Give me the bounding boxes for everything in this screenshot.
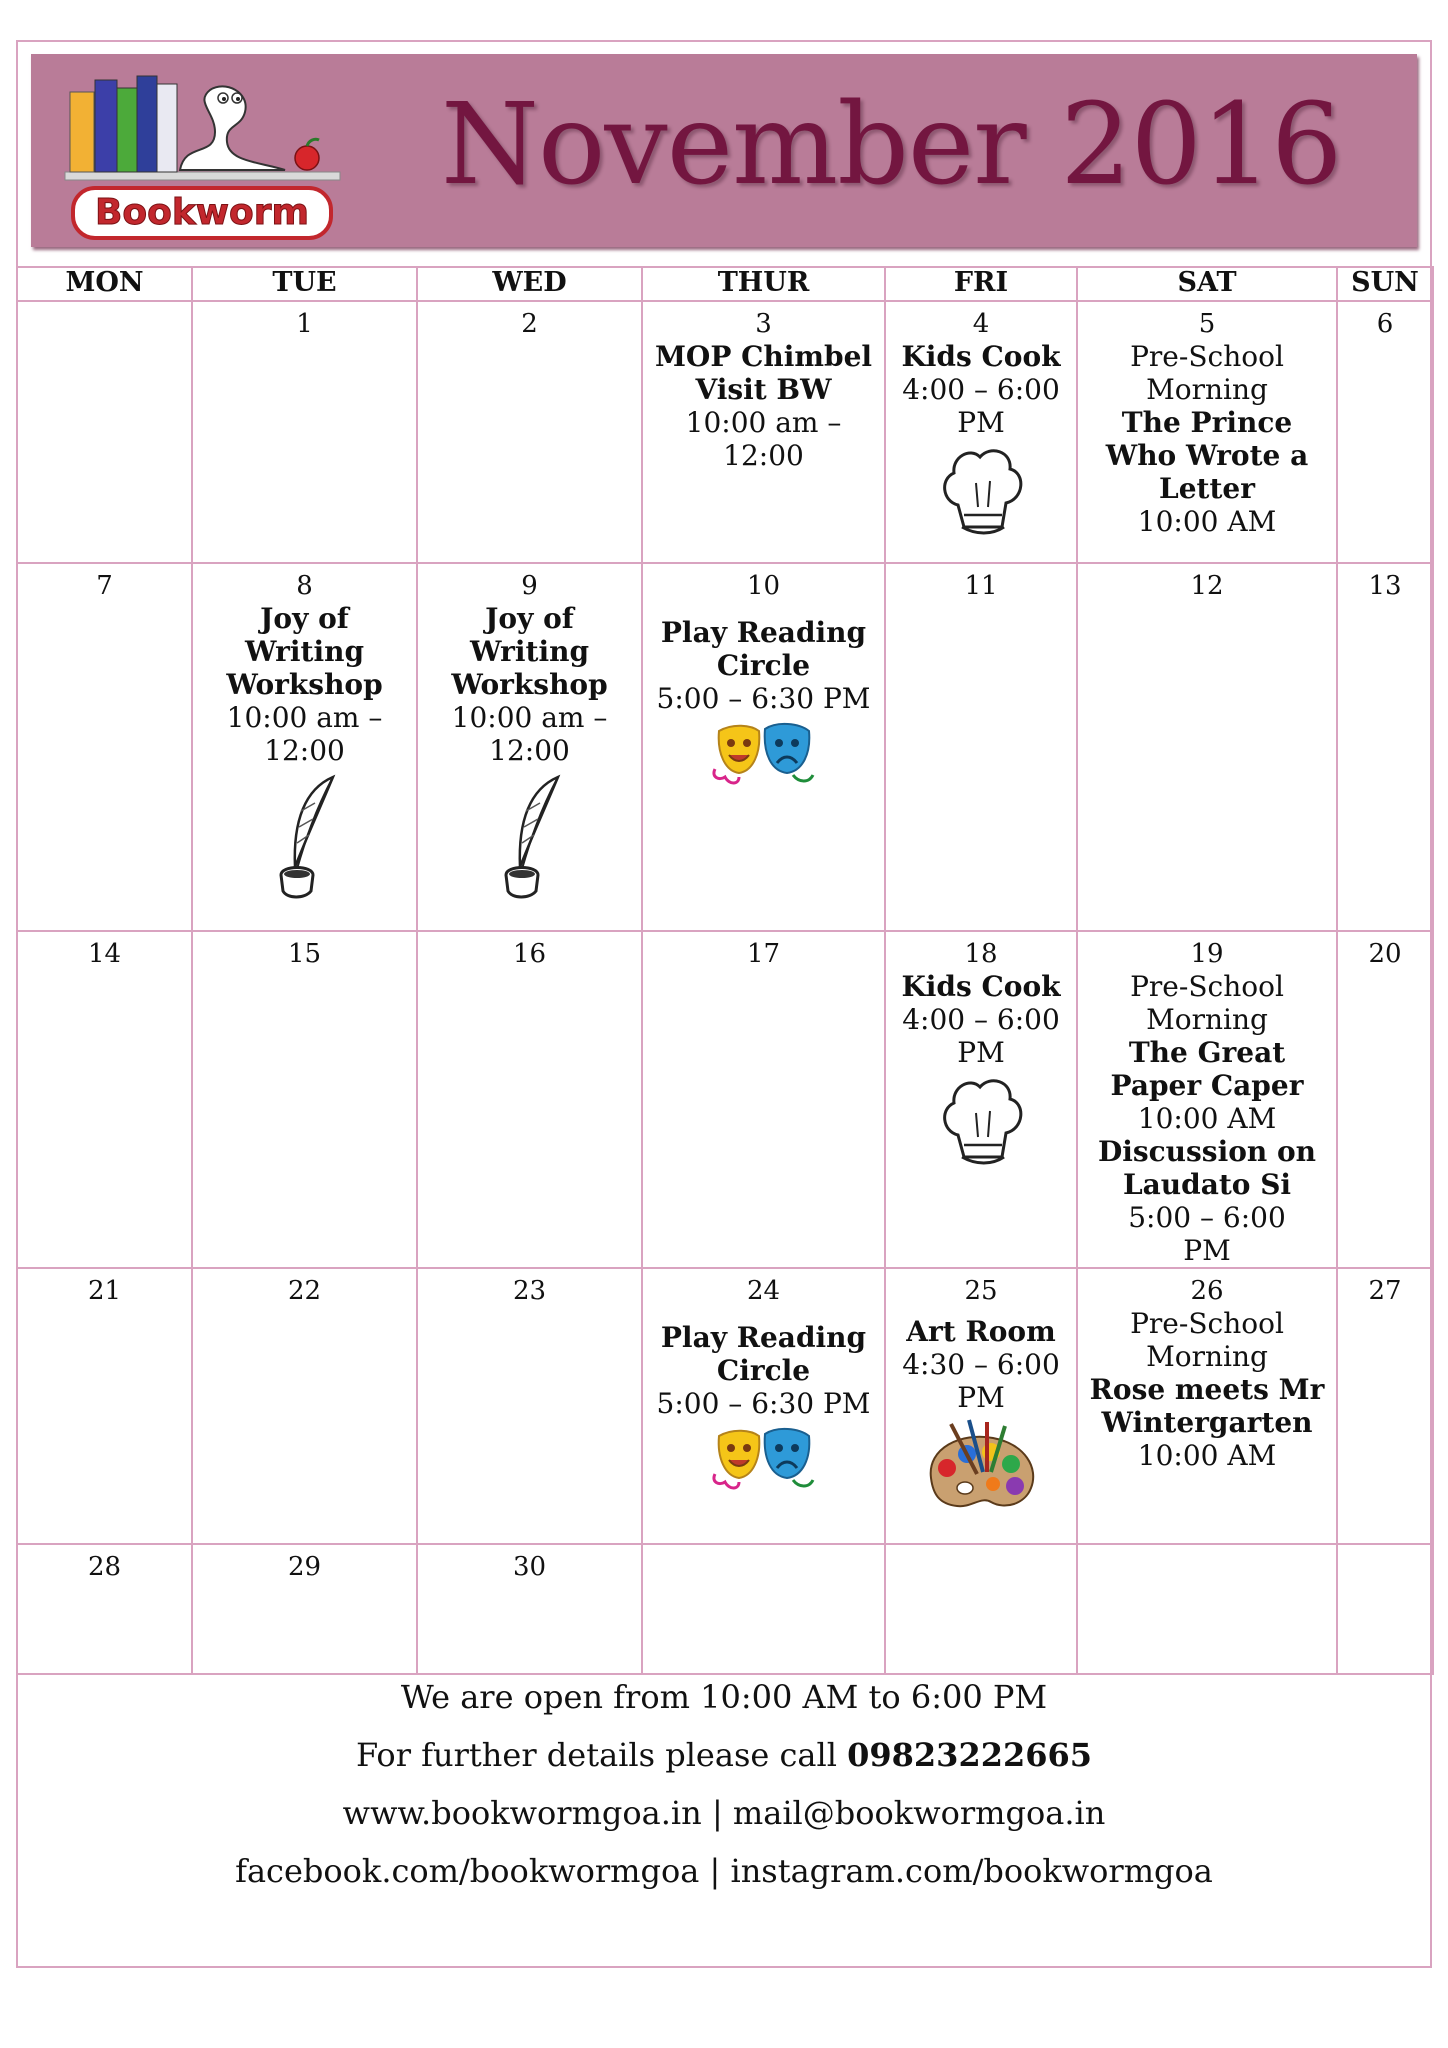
day-cell: [192, 1268, 417, 1544]
day-number: 20: [1368, 939, 1402, 969]
day-cell: [642, 563, 885, 931]
event-mop-visit: [643, 340, 884, 472]
day-number: 18: [964, 939, 998, 969]
week-row: [17, 1544, 1433, 1674]
theater-masks-icon: [709, 1424, 819, 1494]
day-number: 4: [972, 309, 990, 339]
day-cell: [1077, 301, 1337, 563]
weekday-sat: SAT: [1077, 267, 1337, 301]
day-cell: [885, 931, 1077, 1268]
event-title: Play Reading: [660, 616, 867, 649]
event-preschool-morning: [1078, 970, 1336, 1267]
day-cell: [17, 1268, 192, 1544]
day-number: 28: [87, 1552, 122, 1582]
day-number: 5: [1198, 309, 1216, 339]
day-number: 11: [964, 571, 998, 601]
day-number: 10: [746, 571, 781, 601]
event-title: Rose meets Mr: [1089, 1373, 1325, 1406]
day-number: 26: [1190, 1276, 1224, 1306]
event-time: 5:00 – 6:30 PM: [656, 1387, 871, 1420]
event-time: 12:00: [489, 734, 570, 767]
day-cell: [642, 301, 885, 563]
event-title: Letter: [1159, 472, 1255, 505]
weekday-header-row: [17, 267, 1433, 301]
day-cell: [192, 301, 417, 563]
day-cell: [642, 1268, 885, 1544]
day-number: 12: [1190, 571, 1224, 601]
event-time: 10:00 am –: [451, 701, 608, 734]
website-email: www.bookwormgoa.in | mail@bookwormgoa.in: [342, 1794, 1106, 1832]
event-title: The Prince: [1121, 406, 1293, 439]
event-title: Kids Cook: [901, 970, 1061, 1003]
weekday-wed: WED: [417, 267, 642, 301]
event-art-room: [886, 1315, 1076, 1414]
event-category: Pre-School: [1130, 970, 1284, 1003]
day-number: 27: [1368, 1276, 1402, 1306]
event-title: The Great: [1128, 1036, 1286, 1069]
day-cell: [1337, 931, 1433, 1268]
day-cell: [1337, 1268, 1433, 1544]
week-row: [17, 931, 1433, 1268]
day-number: 6: [1376, 309, 1394, 339]
weekday-thu: THUR: [642, 267, 885, 301]
event-category: Pre-School: [1130, 340, 1284, 373]
day-number: 16: [512, 939, 547, 969]
event-category: Pre-School: [1130, 1307, 1284, 1340]
day-number: 1: [296, 309, 313, 339]
weekday-mon: MON: [17, 267, 192, 301]
event-kids-cook: [886, 340, 1076, 439]
event-title: Joy of: [260, 602, 349, 635]
day-cell: [1077, 931, 1337, 1268]
day-cell-empty: [885, 1544, 1077, 1674]
event-title: Wintergarten: [1101, 1406, 1313, 1439]
day-number: 29: [287, 1552, 322, 1582]
opening-hours: We are open from 10:00 AM to 6:00 PM: [400, 1678, 1048, 1716]
event-time: 10:00 AM: [1137, 505, 1277, 538]
event-title: Play Reading: [660, 1321, 867, 1354]
day-number: 9: [521, 571, 538, 601]
day-cell: [192, 931, 417, 1268]
event-time: 10:00 AM: [1137, 1439, 1277, 1472]
header-banner: [31, 54, 1417, 247]
event-title: Circle: [716, 649, 811, 682]
event-time: PM: [957, 1036, 1005, 1069]
event-time: PM: [957, 406, 1005, 439]
event-writing-workshop: [193, 602, 416, 767]
event-time: 10:00 AM: [1137, 1102, 1277, 1135]
event-title: Circle: [716, 1354, 811, 1387]
paint-palette-icon: [921, 1418, 1041, 1518]
event-time: 12:00: [723, 439, 804, 472]
day-cell: [17, 931, 192, 1268]
chef-hat-icon: [936, 443, 1026, 539]
week-row: [17, 563, 1433, 931]
theater-masks-icon: [709, 719, 819, 789]
day-number: 3: [755, 309, 772, 339]
day-cell: [1077, 563, 1337, 931]
day-cell-empty: [642, 1544, 885, 1674]
day-number: 24: [746, 1276, 781, 1306]
phone-number: 09823222665: [847, 1736, 1093, 1774]
weekday-tue: TUE: [192, 267, 417, 301]
day-number: 19: [1190, 939, 1224, 969]
day-number: 30: [512, 1552, 547, 1582]
event-category: Morning: [1146, 1003, 1268, 1036]
event-time: PM: [1183, 1234, 1231, 1267]
day-cell: [417, 1268, 642, 1544]
event-title: Paper Caper: [1110, 1069, 1304, 1102]
event-time: 5:00 – 6:00: [1128, 1201, 1286, 1234]
weekday-fri: FRI: [885, 267, 1077, 301]
event-category: Morning: [1146, 373, 1268, 406]
event-preschool-morning: [1078, 1307, 1336, 1472]
event-play-reading: [643, 1321, 884, 1420]
day-cell-empty: [1337, 1544, 1433, 1674]
day-number: 13: [1368, 571, 1402, 601]
event-time: 10:00 am –: [685, 406, 842, 439]
event-title: Who Wrote a: [1105, 439, 1309, 472]
day-cell-empty: [1077, 1544, 1337, 1674]
weekday-sun: SUN: [1337, 267, 1433, 301]
social-links: facebook.com/bookwormgoa | instagram.com/bookwormgoa: [235, 1852, 1213, 1890]
phone-line: [16, 1726, 1432, 1784]
day-cell-empty: [17, 301, 192, 563]
day-cell: [885, 1268, 1077, 1544]
event-time: PM: [957, 1381, 1005, 1414]
event-preschool-morning: [1078, 340, 1336, 538]
event-title: Discussion on: [1097, 1135, 1317, 1168]
day-cell: [885, 563, 1077, 931]
quill-icon: [265, 771, 345, 901]
event-title: Visit BW: [695, 373, 832, 406]
day-number: 22: [287, 1276, 322, 1306]
event-kids-cook: [886, 970, 1076, 1069]
day-cell: [642, 931, 885, 1268]
phone-label: For further details please call: [355, 1736, 848, 1774]
week-row: [17, 1268, 1433, 1544]
event-title: Laudato Si: [1122, 1168, 1292, 1201]
day-number: 21: [87, 1276, 122, 1306]
event-time: 12:00: [264, 734, 345, 767]
day-cell: [417, 563, 642, 931]
quill-icon: [490, 771, 570, 901]
day-cell: [885, 301, 1077, 563]
event-time: 4:00 – 6:00: [902, 1003, 1060, 1036]
day-cell: [417, 931, 642, 1268]
day-cell: [17, 563, 192, 931]
event-play-reading: [643, 616, 884, 715]
event-writing-workshop: [418, 602, 641, 767]
day-cell: [192, 1544, 417, 1674]
event-title: Kids Cook: [901, 340, 1061, 373]
day-number: 2: [521, 309, 538, 339]
contact-footer: [16, 1668, 1432, 1900]
page-title: November 2016: [441, 80, 1342, 210]
day-cell: [1077, 1268, 1337, 1544]
week-row: [17, 301, 1433, 563]
day-number: 15: [287, 939, 322, 969]
event-title: Writing: [244, 635, 365, 668]
event-time: 10:00 am –: [226, 701, 383, 734]
day-number: 14: [87, 939, 122, 969]
event-title: Writing: [469, 635, 590, 668]
event-time: 4:30 – 6:00: [902, 1348, 1060, 1381]
day-cell: [417, 301, 642, 563]
event-title: MOP Chimbel: [654, 340, 873, 373]
calendar-grid: [16, 266, 1434, 1675]
day-cell: [1337, 301, 1433, 563]
day-number: 25: [964, 1276, 998, 1306]
day-number: 23: [512, 1276, 547, 1306]
day-cell: [417, 1544, 642, 1674]
event-title: Art Room: [906, 1315, 1056, 1348]
svg-text:Bookworm: Bookworm: [94, 192, 310, 233]
day-number: 17: [746, 939, 781, 969]
day-number: 8: [296, 571, 313, 601]
event-title: Workshop: [451, 668, 608, 701]
event-title: Workshop: [226, 668, 383, 701]
bookworm-logo: [45, 62, 345, 242]
day-cell: [192, 563, 417, 931]
event-category: Morning: [1146, 1340, 1268, 1373]
event-time: 5:00 – 6:30 PM: [656, 682, 871, 715]
chef-hat-icon: [936, 1073, 1026, 1169]
day-cell: [1337, 563, 1433, 931]
day-number: 7: [96, 571, 113, 601]
event-time: 4:00 – 6:00: [902, 373, 1060, 406]
event-title: Joy of: [485, 602, 574, 635]
day-cell: [17, 1544, 192, 1674]
